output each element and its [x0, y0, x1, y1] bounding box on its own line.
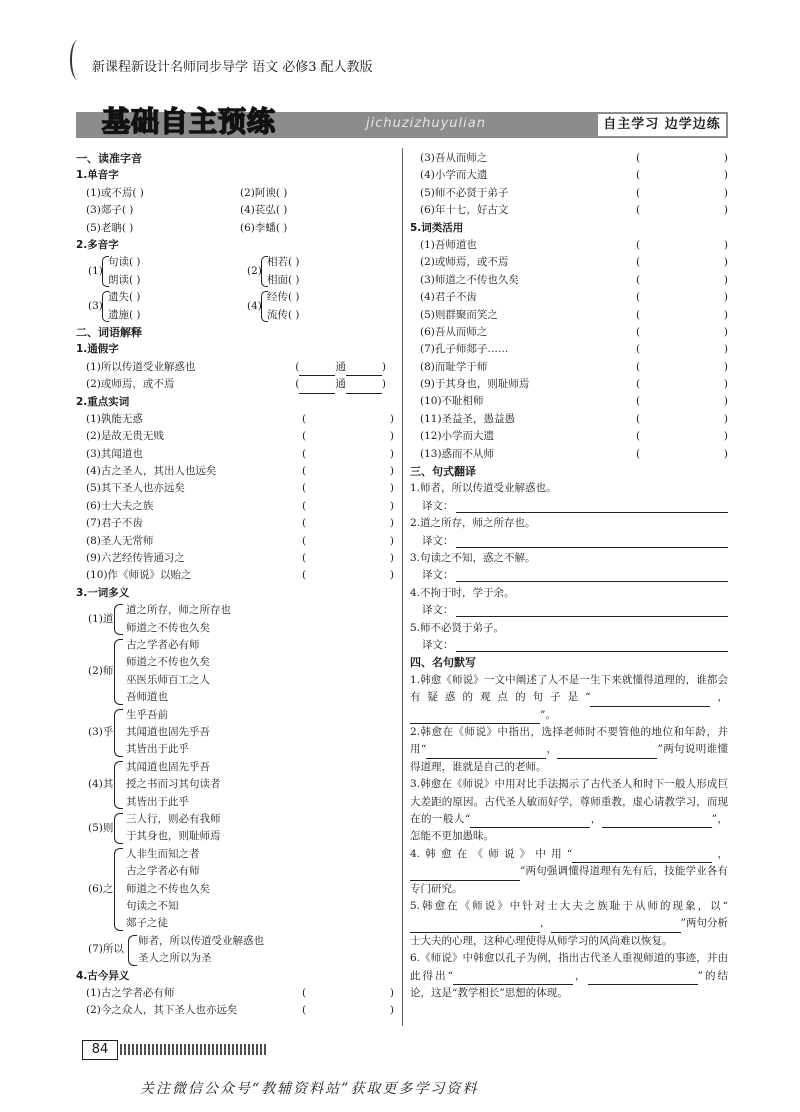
translate-question: 1.师者，所以传道受业解惑也。 [410, 482, 557, 495]
list-item: 巫医乐师百工之人 [126, 673, 210, 686]
pron-item[interactable]: (3)郯子( ) [86, 204, 134, 217]
duoyi-group [76, 811, 394, 846]
left-column [76, 150, 394, 1020]
list-item: 三人行，则必有我师 [126, 812, 221, 825]
list-item: (5)师不必贤于弟子 [420, 186, 509, 199]
list-item: 句读之不知 [126, 899, 179, 912]
answer-blank[interactable] [572, 849, 712, 863]
list-item: 其皆出于此乎 [126, 795, 189, 808]
duoyi-group [76, 846, 394, 933]
subsection-heading: 1.通假字 [76, 343, 119, 356]
pron-item[interactable]: 遗失( ) [108, 291, 141, 304]
list-item: 郯子之徒 [126, 917, 168, 930]
brace-icon [114, 604, 123, 635]
multi-pron-group [76, 289, 235, 324]
duoyi-group [76, 637, 394, 707]
shici-list [76, 411, 394, 585]
banner-title: 基础自主预练 [102, 105, 277, 138]
pron-item[interactable]: (5)老聃( ) [86, 221, 134, 234]
subsection-heading: 2.多音字 [76, 238, 119, 251]
answer-blank[interactable] [470, 814, 590, 828]
list-item: 古之学者必有师 [126, 638, 200, 651]
multi-pron-row [76, 289, 394, 324]
list-item: (2)今之众人，其下圣人也亦远矣 [86, 1004, 238, 1017]
list-item: (6)士大夫之族 [86, 499, 154, 512]
section-heading: 二、词语解释 [76, 325, 142, 339]
header-bracket [70, 40, 86, 80]
translate-question: 4.不拘于时，学于余。 [410, 586, 515, 599]
tongjia-row [76, 376, 394, 393]
list-item: (10)不耻相师 [420, 395, 484, 408]
list-item: 其闻道也固先乎吾 [126, 725, 210, 738]
fill-question: 4.韩愈在《师说》中用“ ，”两句强调懂得道理有先有后，技能学业各有专门研究。 [410, 847, 729, 895]
pron-row [76, 185, 394, 202]
translate-answer[interactable]: 译文： [410, 498, 728, 515]
answer-blank[interactable] [602, 814, 712, 828]
list-item: (8)而耻学于师 [420, 360, 488, 373]
group-label: (5)则 [88, 821, 114, 834]
answer-blank[interactable] [588, 971, 698, 985]
pron-item[interactable]: 遗施( ) [108, 308, 141, 321]
translate-question: 3.句读之不知，惑之不解。 [410, 551, 536, 564]
multi-pron-group [76, 254, 235, 289]
column-divider [402, 148, 403, 1026]
list-item: (10)作《师说》以贻之 [86, 569, 192, 582]
list-item: 其皆出于此乎 [126, 743, 189, 756]
group-number: (2) [247, 265, 262, 278]
pron-row [76, 202, 394, 219]
answer-blank[interactable] [453, 971, 573, 985]
answer-blank[interactable] [426, 745, 546, 759]
group-label: (2)师 [88, 664, 114, 677]
list-item: (2)是故无贵无贱 [86, 430, 164, 443]
list-item: 人非生而知之者 [126, 847, 200, 860]
pron-item[interactable]: (6)李蟠( ) [240, 221, 288, 234]
subsection-heading: 3.一词多义 [76, 586, 130, 599]
translate-answer[interactable]: 译文： [410, 533, 728, 550]
banner-slogan: 自主学习 边学边练 [598, 114, 726, 136]
translate-answer[interactable]: 译文： [410, 637, 728, 654]
group-number: (1) [88, 265, 103, 278]
decorative-dots [120, 1044, 266, 1055]
brace-icon [114, 639, 123, 705]
fill-question: 6.《师说》中韩愈以孔子为例，指出古代圣人重视师道的事迹，并由此得出“ ， ”的结论，这是“教学相长”思想的体现。 [410, 952, 729, 1000]
subsection-heading: 4.古今异义 [76, 969, 130, 982]
list-item: (3)其闻道也 [86, 447, 143, 460]
duoyi-group [76, 933, 394, 968]
section-banner [76, 105, 728, 138]
answer-blank[interactable] [410, 867, 520, 881]
section-heading: 一、读准字音 [76, 152, 142, 165]
list-item: (13)惑而不从师 [420, 447, 495, 460]
list-item: (3)吾从而师之 [420, 152, 488, 164]
page-number: 84 [82, 1040, 118, 1060]
answer-blank[interactable] [557, 745, 657, 759]
fill-question: 3.韩愈在《师说》中用对比手法揭示了古代圣人和时下一般人形成巨大差距的原因。古代圣人敏而好学，尊师重教，虚心请教学习，而现在的一般人“ ， ”，怎能不更加愚昧。 [410, 778, 728, 843]
pron-row [76, 220, 394, 237]
duoyi-group [76, 602, 394, 637]
list-item: (12)小学而大遗 [420, 430, 495, 443]
translate-question: 5.师不必贤于弟子。 [410, 621, 505, 634]
page-number-tab [76, 1040, 266, 1058]
subsection-heading: 5.词类活用 [410, 221, 464, 234]
fill-question: 1.韩愈《师说》一文中阐述了人不是一生下来就懂得道理的，谁都会有疑惑的观点的句子是“ ，”。 [410, 672, 728, 724]
list-item: 道之所存，师之所存也 [126, 604, 231, 617]
list-item: 于其身也，则耻师焉 [126, 830, 221, 843]
list-item: (1)古之学者必有师 [86, 986, 175, 999]
group-label: (6)之 [88, 882, 114, 895]
group-label: (1)道 [88, 612, 114, 625]
list-item: (3)师道之不传也久矣 [420, 273, 519, 286]
list-item: (4)小学而大遗 [420, 169, 488, 182]
pron-item[interactable]: 朗读( ) [108, 273, 141, 286]
list-item: 授之书而习其句读者 [126, 778, 221, 791]
subsection-heading: 1.单音字 [76, 169, 119, 182]
list-item: 古之学者必有师 [126, 865, 200, 878]
duoyi-group [76, 707, 394, 759]
list-item: (5)则群聚而笑之 [420, 308, 498, 321]
answer-blank[interactable] [590, 693, 710, 707]
list-item: (9)于其身也，则耻师焉 [420, 378, 530, 391]
duoyi-group [76, 759, 394, 811]
list-item: (7)孔子师郯子…… [420, 343, 509, 356]
multi-pron-group [235, 289, 394, 324]
list-item: (1)吾师道也 [420, 238, 477, 251]
list-item: 师道之不传也久矣 [126, 882, 210, 895]
brace-icon [114, 761, 123, 809]
list-item: (6)吾从而师之 [420, 325, 488, 338]
list-item: (9)六艺经传皆通习之 [86, 552, 185, 565]
pron-item[interactable]: (2)阿谀( ) [240, 186, 288, 199]
tongjia-answer[interactable]: ( 通 ) [295, 359, 386, 376]
list-item: (5)其下圣人也亦远矣 [86, 482, 185, 495]
tongjia-row [76, 359, 394, 376]
list-item: 圣人之所以为圣 [138, 952, 212, 965]
answer-blank[interactable] [410, 710, 540, 724]
list-item: (2)或师焉，或不焉 [420, 256, 509, 269]
pron-item[interactable]: 相若( ) [267, 256, 300, 269]
list-item: (1)孰能无惑 [86, 412, 143, 425]
translate-answer[interactable]: 译文： [410, 567, 728, 584]
fill-question: 2.韩愈在《师说》中指出，选择老师时不要管他的地位和年龄，并用“ ， ”两句说明谁懂得道理，谁就是自己的老师。 [410, 725, 729, 773]
brace-icon [114, 848, 123, 931]
list-item: 师者，所以传道受业解惑也 [138, 934, 264, 947]
list-item: 吾师道也 [126, 691, 168, 704]
answer-blank[interactable] [410, 919, 540, 933]
pron-item[interactable]: (1)或不焉( ) [86, 186, 144, 199]
right-column [410, 150, 728, 1002]
list-item: 师道之不传也久矣 [126, 656, 210, 669]
fill-question: 5.韩愈在《师说》中针对士大夫之族耻于从师的现象，以“， ”两句分析士大夫的心理，这种心理使得从师学习的风尚难以恢复。 [410, 900, 728, 947]
pron-item[interactable]: 流传( ) [267, 308, 300, 321]
list-item: (4)君子不齿 [420, 291, 477, 304]
list-item: (8)圣人无常师 [86, 534, 154, 547]
section-heading: 三、句式翻译 [410, 465, 476, 479]
list-item: 其闻道也固先乎吾 [126, 760, 210, 773]
tongjia-text: (1)所以传道受业解惑也 [86, 360, 196, 373]
list-item: (7)君子不齿 [86, 517, 143, 530]
list-item: (6)年十七，好古文 [420, 204, 509, 217]
group-number: (3) [88, 299, 103, 312]
pron-item[interactable]: (4)苌弘( ) [240, 204, 288, 217]
tongjia-answer[interactable]: ( 通 ) [295, 376, 386, 393]
list-item: (4)古之圣人，其出人也远矣 [86, 465, 217, 478]
list-item: 生乎吾前 [126, 708, 168, 721]
translate-answer[interactable]: 译文： [410, 602, 728, 619]
subsection-heading: 2.重点实词 [76, 395, 130, 408]
tongjia-text: (2)或师焉，或不焉 [86, 378, 175, 391]
section-heading: 四、名句默写 [410, 656, 476, 670]
brace-icon [114, 709, 123, 757]
pron-item[interactable]: 句读( ) [108, 256, 141, 269]
multi-pron-group [235, 254, 394, 289]
pron-item[interactable]: 相面( ) [267, 273, 300, 286]
group-label: (3)乎 [88, 725, 114, 738]
banner-pinyin: jichuzizhuyulian [366, 116, 486, 131]
translate-question: 2.道之所存，师之所存也。 [410, 517, 536, 530]
group-label: (4)其 [88, 778, 114, 791]
group-number: (4) [247, 299, 262, 312]
multi-pron-row [76, 254, 394, 289]
answer-blank[interactable] [551, 919, 681, 933]
list-item: (11)圣益圣，愚益愚 [420, 412, 516, 425]
group-label: (7)所以 [88, 943, 124, 956]
list-item: 师道之不传也久矣 [126, 621, 210, 634]
brace-icon [114, 813, 123, 844]
pron-item[interactable]: 经传( ) [267, 291, 300, 304]
header-series: 新课程新设计名师同步导学 语文 必修3 配人教版 [92, 60, 373, 75]
brace-icon [128, 935, 137, 966]
footer-promo: 关注微信公众号“教辅资料站”获取更多学习资料 [140, 1081, 479, 1097]
